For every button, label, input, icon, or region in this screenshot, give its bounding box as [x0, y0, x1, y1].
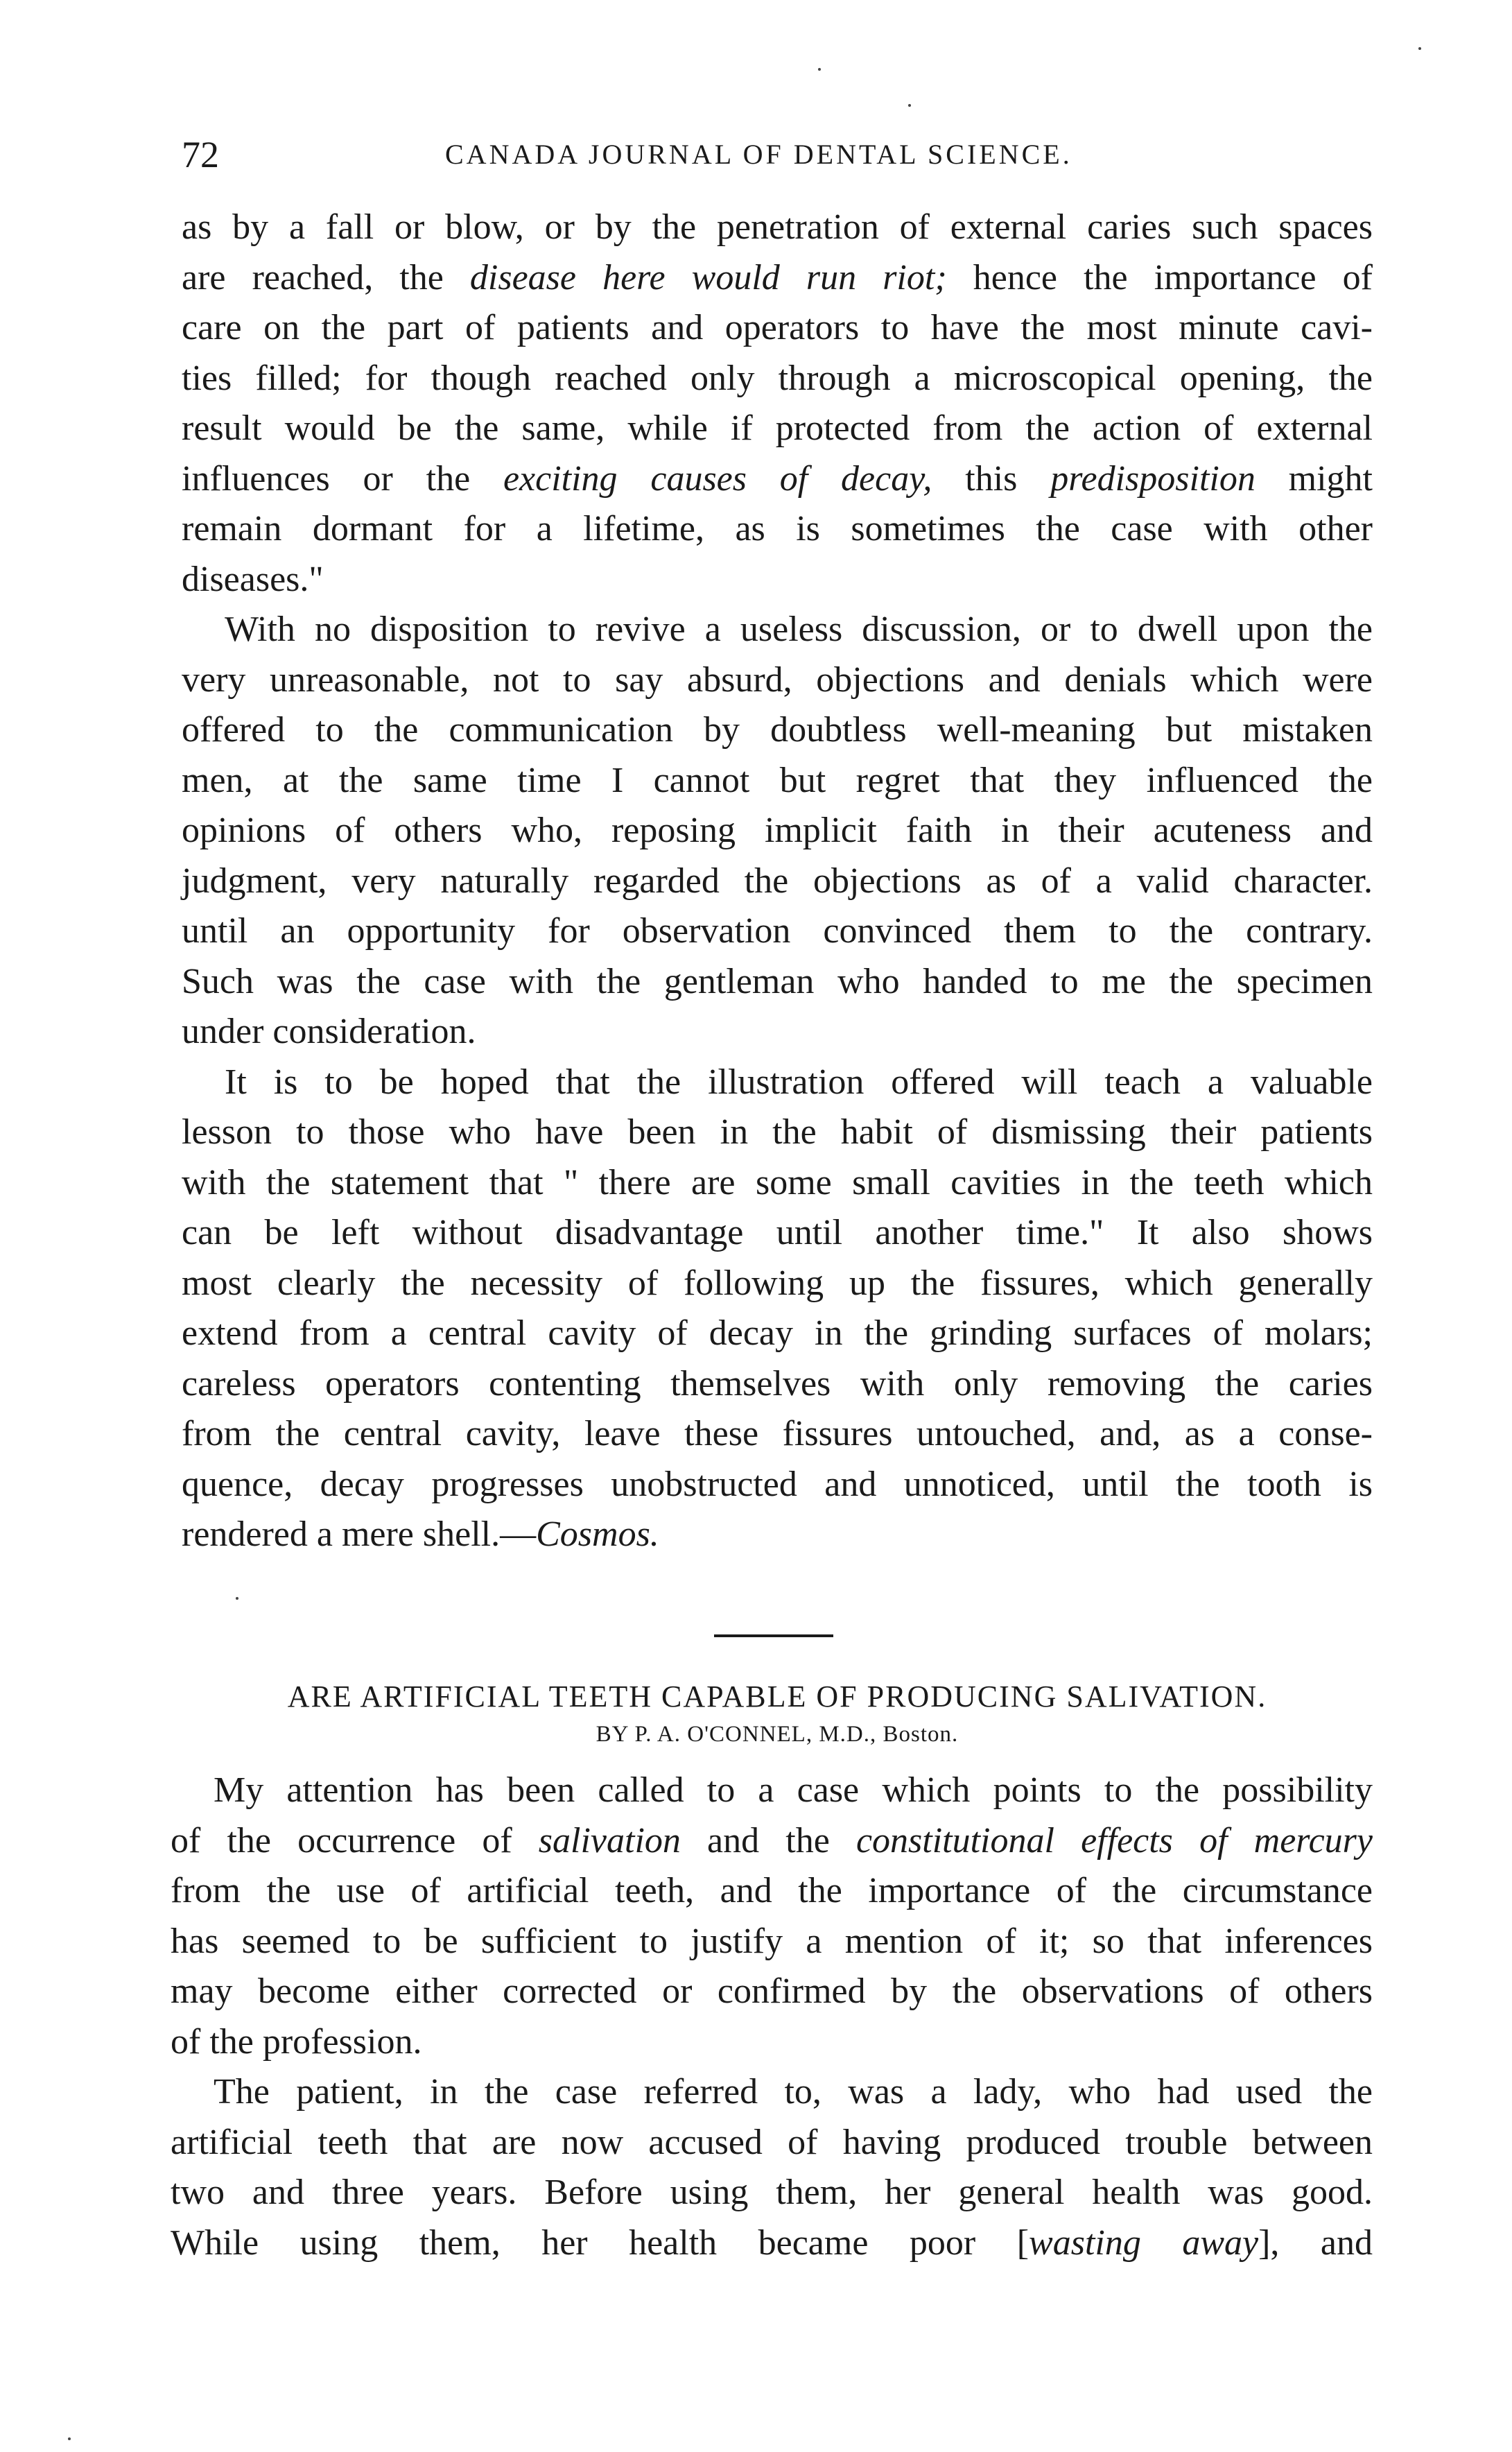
text-fragment: this	[932, 458, 1051, 499]
text-fragment: influences or the	[182, 458, 503, 499]
text-line: most clearly the necessity of following up the fissures, which generally	[182, 1263, 1373, 1303]
byline-author: BY P. A. O'CONNEL, M.D.,	[596, 1722, 877, 1747]
text-line: lesson to those who have been in the habit of dismissing their patients	[182, 1112, 1373, 1152]
italic-phrase: exciting causes of decay,	[503, 458, 932, 499]
text-fragment: ], and	[1258, 2222, 1373, 2263]
article-body	[171, 1765, 1373, 2268]
text-line: diseases."	[182, 559, 324, 599]
scan-speck	[68, 2437, 71, 2440]
text-fragment: of the occurrence of	[171, 1820, 539, 1860]
text-line: from the central cavity, leave these fissures untouched, and, as a conse-	[182, 1414, 1373, 1453]
scan-speck	[908, 104, 911, 107]
text-line: artificial teeth that are now accused of having produced trouble between	[171, 2122, 1373, 2162]
text-line: has seemed to be sufficient to justify a mention of it; so that inferences	[171, 1921, 1373, 1961]
source-citation: Cosmos.	[536, 1514, 659, 1554]
scan-speck	[818, 68, 821, 71]
text-line: of the profession.	[171, 2021, 422, 2062]
text-line: quence, decay progresses unobstructed and unnoticed, until the tooth is	[182, 1464, 1373, 1504]
text-fragment: hence the importance of	[946, 257, 1373, 297]
section-divider	[714, 1634, 833, 1637]
text-line: from the use of artificial teeth, and the importance of the circumstance	[171, 1871, 1373, 1910]
italic-word: predisposition	[1050, 458, 1255, 499]
text-line: Such was the case with the gentleman who handed to me the specimen	[182, 961, 1373, 1001]
paragraph	[171, 2067, 1373, 2268]
text-line: offered to the communication by doubtless well-meaning but mistaken	[182, 710, 1373, 750]
text-line: result would be the same, while if protected from the action of external	[182, 408, 1373, 448]
text-line: care on the part of patients and operators to have the most minute cavi-	[182, 308, 1373, 347]
text-line: two and three years. Before using them, her general health was good.	[171, 2173, 1373, 2212]
text-line: as by a fall or blow, or by the penetration of external caries such spaces	[182, 207, 1373, 247]
text-line: With no disposition to revive a useless discussion, or to dwell upon the	[225, 610, 1373, 649]
text-fragment: are reached, the	[182, 257, 470, 297]
text-line: judgment, very naturally regarded the objections as of a valid character.	[182, 861, 1373, 901]
continued-article-body	[182, 202, 1373, 1560]
italic-phrase: constitutional effects of mercury	[855, 1820, 1373, 1860]
text-line: extend from a central cavity of decay in the grinding surfaces of molars;	[182, 1313, 1373, 1353]
text-line: The patient, in the case referred to, was a lady, who had used the	[214, 2072, 1373, 2112]
text-line: careless operators contenting themselves with only removing the caries	[182, 1363, 1373, 1404]
text-line	[182, 1510, 1373, 1560]
text-line: can be left without disadvantage until another time." It also shows	[182, 1213, 1373, 1252]
article-title: ARE ARTIFICIAL TEETH CAPABLE OF PRODUCING SALIVATION.	[287, 1680, 1267, 1713]
text-line: until an opportunity for observation convinced them to the contrary.	[182, 911, 1373, 951]
text-line: remain dormant for a lifetime, as is sometimes the case with other	[182, 509, 1373, 549]
text-line	[182, 253, 1373, 304]
text-line: under consideration.	[182, 1012, 476, 1051]
byline-place: Boston.	[883, 1722, 959, 1747]
text-line	[171, 2218, 1373, 2269]
italic-phrase: disease here would run riot;	[469, 257, 947, 297]
paragraph	[182, 605, 1373, 1057]
page-header	[182, 130, 1374, 179]
scan-speck	[1418, 47, 1421, 50]
text-fragment: rendered a mere shell.—	[182, 1514, 537, 1554]
italic-word: salivation	[538, 1820, 681, 1860]
article-byline	[182, 1717, 1373, 1752]
text-fragment: While using them, her health became poor [	[171, 2222, 1029, 2263]
text-fragment: and the	[680, 1820, 856, 1860]
paragraph	[182, 1057, 1373, 1560]
text-line: may become either corrected or confirmed by the observations of others	[171, 1971, 1373, 2011]
text-line: opinions of others who, reposing implicit faith in their acuteness and	[182, 811, 1373, 850]
text-line: ties filled; for though reached only through a microscopical opening, the	[182, 358, 1373, 398]
text-line: with the statement that " there are some small cavities in the teeth which	[182, 1162, 1373, 1202]
italic-phrase: wasting away	[1029, 2222, 1259, 2263]
running-head: CANADA JOURNAL OF DENTAL SCIENCE.	[445, 139, 1072, 170]
scan-speck	[236, 1597, 238, 1600]
paragraph-continuation	[182, 202, 1373, 605]
page-number: 72	[182, 134, 219, 175]
paragraph	[171, 1765, 1373, 2067]
text-line: men, at the same time I cannot but regret that they influenced the	[182, 760, 1373, 800]
text-line: very unreasonable, not to say absurd, objections and denials which were	[182, 659, 1373, 700]
text-line: My attention has been called to a case which points to the possibility	[214, 1770, 1373, 1810]
text-fragment: might	[1255, 458, 1373, 499]
text-line	[171, 1816, 1373, 1867]
text-line	[182, 454, 1373, 505]
text-line: It is to be hoped that the illustration offered will teach a valuable	[225, 1062, 1373, 1102]
